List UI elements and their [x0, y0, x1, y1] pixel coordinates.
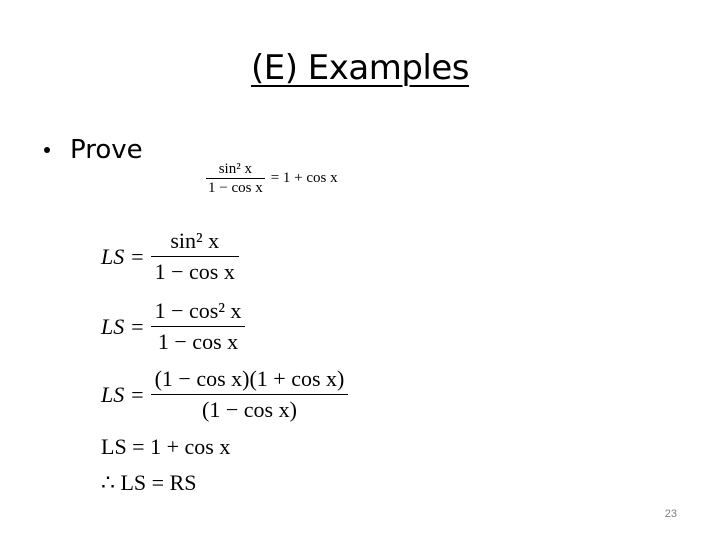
proof-step-1: [101, 226, 239, 287]
bullet-dot-icon: [44, 147, 50, 153]
page-number: 23: [664, 508, 677, 520]
proof-conclusion-text: ∴ LS = RS: [101, 470, 197, 495]
proof-conclusion: [101, 470, 197, 496]
identity-rhs: = 1 + cos x: [270, 170, 338, 186]
identity-denominator: 1 − cos x: [208, 180, 263, 196]
identity-fraction: [206, 160, 265, 197]
proof-step-4: [101, 434, 230, 460]
bullet-text: Prove: [70, 135, 143, 165]
proof-step-denominator: 1 − cos x: [157, 329, 239, 354]
proof-step-lhs: LS =: [101, 313, 145, 339]
proof-step-numerator: 1 − cos² x: [154, 298, 242, 323]
proof-step-3: [101, 364, 348, 425]
proof-step-numerator: sin² x: [170, 228, 220, 253]
proof-step-denominator: (1 − cos x): [202, 397, 297, 422]
proof-step-2: [101, 296, 245, 357]
proof-step-denominator: 1 − cos x: [154, 259, 235, 284]
slide-title: [0, 46, 720, 90]
slide-title-text: (E) Examples: [250, 48, 470, 88]
bullet-item: [44, 132, 143, 168]
proof-step-text: LS = 1 + cos x: [101, 434, 231, 459]
identity-numerator: sin² x: [218, 161, 252, 177]
identity-statement: [206, 160, 338, 197]
proof-step-fraction: [151, 364, 349, 425]
proof-step-numerator: (1 − cos x)(1 + cos x): [154, 366, 345, 391]
proof-step-fraction: [151, 296, 246, 357]
proof-step-lhs: LS =: [101, 381, 145, 407]
proof-step-lhs: LS =: [101, 243, 145, 269]
proof-step-fraction: [151, 226, 239, 287]
